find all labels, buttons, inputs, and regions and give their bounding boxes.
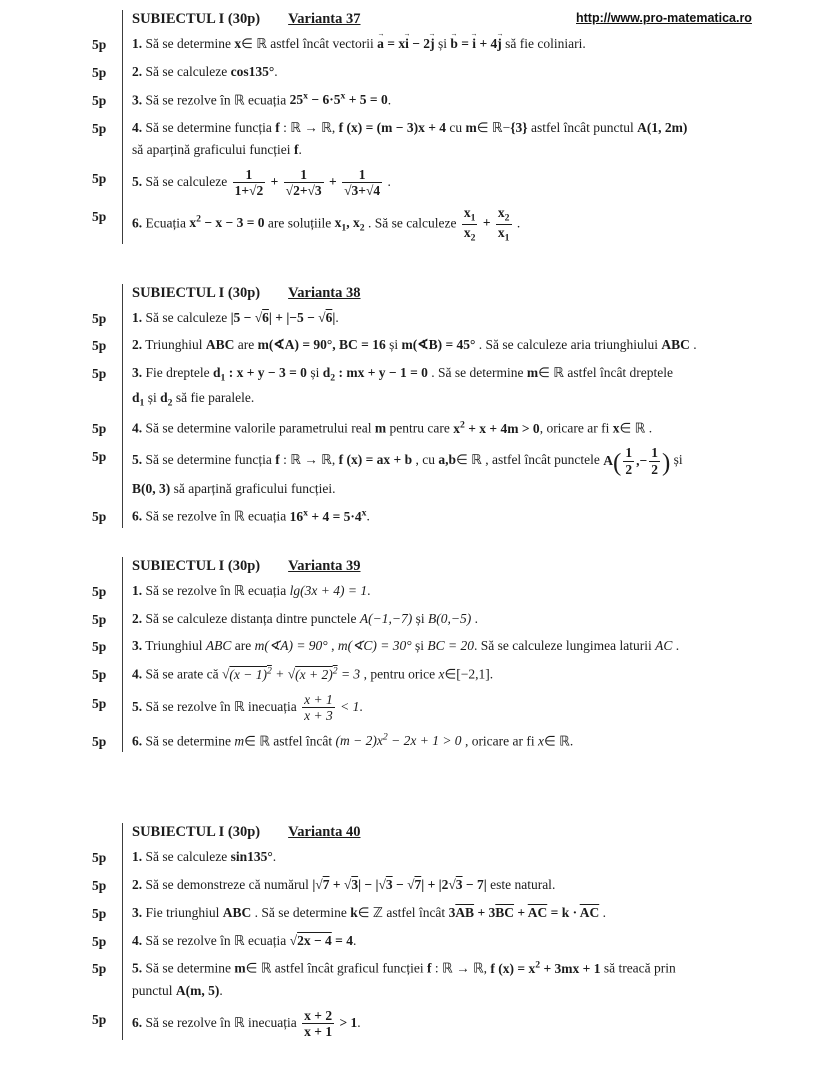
variant-label: Varianta 39 [288, 557, 361, 574]
problem-text: 3. Să se rezolve în ℝ ecuația $25^x - 6\cdot 5^x + 5 = 0$. [132, 90, 392, 108]
variant-label: Varianta 38 [288, 284, 361, 301]
points-label: 5p [92, 961, 107, 977]
problem-item [92, 874, 778, 896]
problem-item [92, 334, 778, 356]
problem-text: 6. Să se rezolve în ℝ inecuația $\frac{x + 2}{x + 1}$ > 1. [132, 1007, 361, 1040]
section-items [92, 33, 778, 244]
points-label: 5p [92, 933, 107, 949]
problem-text: 2. Să se calculeze cos135°. [132, 63, 278, 79]
problem-text: 5. Să se rezolve în ℝ inecuația $\frac{x + 1}{x + 3}$ < 1. [132, 691, 363, 724]
problem-text: 4. Să se arate că $√(x - 1)^2 + √(x + 2)^2 = 3$ , pentru orice x∈[−2,1]. [132, 665, 494, 682]
problem-text: 5. Să se determine m∈ ℝ astfel încât graficul funcției f : ℝ → ℝ, f $(x) = x^2 + 3mx + 1$ să treacă prin punctul A(m, 5). [132, 959, 676, 998]
points-label: 5p [92, 449, 107, 465]
problem-item [92, 505, 778, 527]
variant-label: Varianta 37 [288, 11, 361, 27]
points-label: 5p [92, 695, 107, 711]
problem-text: 1. Să se determine x∈ ℝ astfel încât vectorii a → = xi → − 2j → și b → = i → + 4j → să fie coliniari. [132, 36, 586, 51]
points-label: 5p [92, 850, 107, 866]
problem-item [92, 663, 778, 685]
section-title: SUBIECTUL I (30p) [132, 284, 261, 301]
problem-text: 3. Fie dreptele $d_1$ : x + y − 3 = 0 și $d_2$ : mx + y − 1 = 0 . Să se determine m∈ ℝ astfel încât dreptele $d_1$ și $d_2$ să fie paralele. [132, 365, 674, 409]
points-label: 5p [92, 366, 107, 382]
points-label: 5p [92, 121, 107, 137]
points-label: 5p [92, 667, 107, 683]
points-label: 5p [92, 64, 107, 80]
problem-text: 4. Să se rezolve în ℝ ecuația √2x − 4 = 4. [132, 932, 357, 948]
points-label: 5p [92, 905, 107, 921]
problem-text: 2. Să se calculeze distanța dintre punctele A(−1,−7) și B(0,−5) . [132, 610, 478, 626]
problem-item [92, 580, 778, 602]
section-title: SUBIECTUL I (30p) [132, 557, 261, 574]
section-items [92, 580, 778, 752]
problem-item [92, 117, 778, 161]
problem-item [92, 730, 778, 752]
problem-item [92, 362, 778, 411]
section-header [132, 557, 778, 575]
problem-item [92, 417, 778, 439]
subject-section [92, 557, 778, 752]
problem-item [92, 445, 778, 499]
section-items [92, 846, 778, 1040]
problem-text: 1. Să se calculeze |5 − √6| + |−5 − √6|. [132, 309, 339, 325]
problem-item [92, 930, 778, 952]
points-label: 5p [92, 421, 107, 437]
problem-text: 2. Triunghiul ABC are m(∢A) = 90°, BC = 16 și m(∢B) = 45° . Să se calculeze aria triunghiului ABC . [132, 337, 697, 353]
problem-text: 2. Să se demonstreze că numărul |√7 + √3| − |√3 − √7| + |2√3 − 7| este natural. [132, 876, 556, 892]
points-label: 5p [92, 37, 107, 52]
problem-item [92, 166, 778, 199]
variant-label: Varianta 40 [288, 824, 361, 841]
problem-text: 5. Să se calculeze $\frac{1}{1+√2}$ + $\frac{1}{√2+√3}$ + $\frac{1}{√3+√4}$ . [132, 166, 391, 199]
points-label: 5p [92, 208, 107, 224]
points-label: 5p [92, 611, 107, 627]
problem-item [92, 846, 778, 868]
problem-text: 3. Fie triunghiul ABC . Să se determine k∈ ℤ astfel încât $3\overline{AB} + 3\overline{BC} + \overline{AC} = k \cdot \overline{AC}$ . [132, 904, 606, 920]
problem-item [92, 204, 778, 244]
subject-section [92, 10, 778, 244]
section-title: SUBIECTUL I (30p) [132, 11, 261, 27]
problem-item [92, 33, 778, 55]
section-title: SUBIECTUL I (30p) [132, 824, 261, 841]
points-label: 5p [92, 583, 107, 599]
problem-text: 6. Să se rezolve în ℝ ecuația $16^x + 4 = 5\cdot 4^x$. [132, 507, 370, 524]
problem-item [92, 902, 778, 924]
subject-section [92, 823, 778, 1040]
points-label: 5p [92, 509, 107, 525]
problem-text: 1. Să se calculeze sin135°. [132, 849, 277, 865]
problem-text: 1. Să se rezolve în ℝ ecuația lg(3x + 4) = 1. [132, 582, 371, 598]
problem-text: 5. Să se determine funcția f : ℝ → ℝ, f (x) = ax + b , cu a,b∈ ℝ , astfel încât punctele A( $\frac{1}{2}$ ,− $\frac{1}{2}$ ) și B(0, 3) să aparțină graficului funcției. [132, 445, 683, 496]
problem-text: 6. Să se determine m∈ ℝ astfel încât $(m - 2)x^2 - 2x + 1 > 0$ , oricare ar fi x∈ ℝ. [132, 731, 574, 749]
problem-item [92, 307, 778, 329]
problem-item [92, 691, 778, 724]
problem-text: 4. Să se determine valorile parametrului real m pentru care $x^2 + x + 4m > 0$, oricare ar fi x∈ ℝ . [132, 419, 653, 436]
problem-text: 3. Triunghiul ABC are m(∢A) = 90° , m(∢C) = 30° și BC = 20. Să se calculeze lungimea laturii AC . [132, 638, 680, 654]
problem-item [92, 635, 778, 657]
problem-item [92, 957, 778, 1001]
points-label: 5p [92, 733, 107, 749]
section-header [132, 284, 778, 302]
problem-item [92, 61, 778, 83]
problem-item [92, 608, 778, 630]
section-header [132, 823, 778, 841]
problem-item [92, 89, 778, 111]
points-label: 5p [92, 338, 107, 354]
section-items [92, 307, 778, 528]
points-label: 5p [92, 1011, 107, 1027]
points-label: 5p [92, 170, 107, 186]
points-label: 5p [92, 92, 107, 108]
problem-item [92, 1007, 778, 1040]
subject-section [92, 284, 778, 528]
points-label: 5p [92, 877, 107, 893]
points-label: 5p [92, 310, 107, 326]
problem-text: 4. Să se determine funcția f : ℝ → ℝ, f (x) = (m − 3)x + 4 cu m∈ ℝ−{3} astfel încât punctul A(1, 2m) să aparțină graficului funcției f. [132, 120, 688, 157]
points-label: 5p [92, 639, 107, 655]
problem-text: 6. Ecuația $x^2 - x - 3 = 0$ are soluțiile $x_1$, $x_2$ . Să se calculeze $\frac{x_1}{x_2}$ + $\frac{x_2}{x_1}$ . [132, 204, 521, 244]
site-url: http://www.pro-matematica.ro [576, 11, 752, 25]
